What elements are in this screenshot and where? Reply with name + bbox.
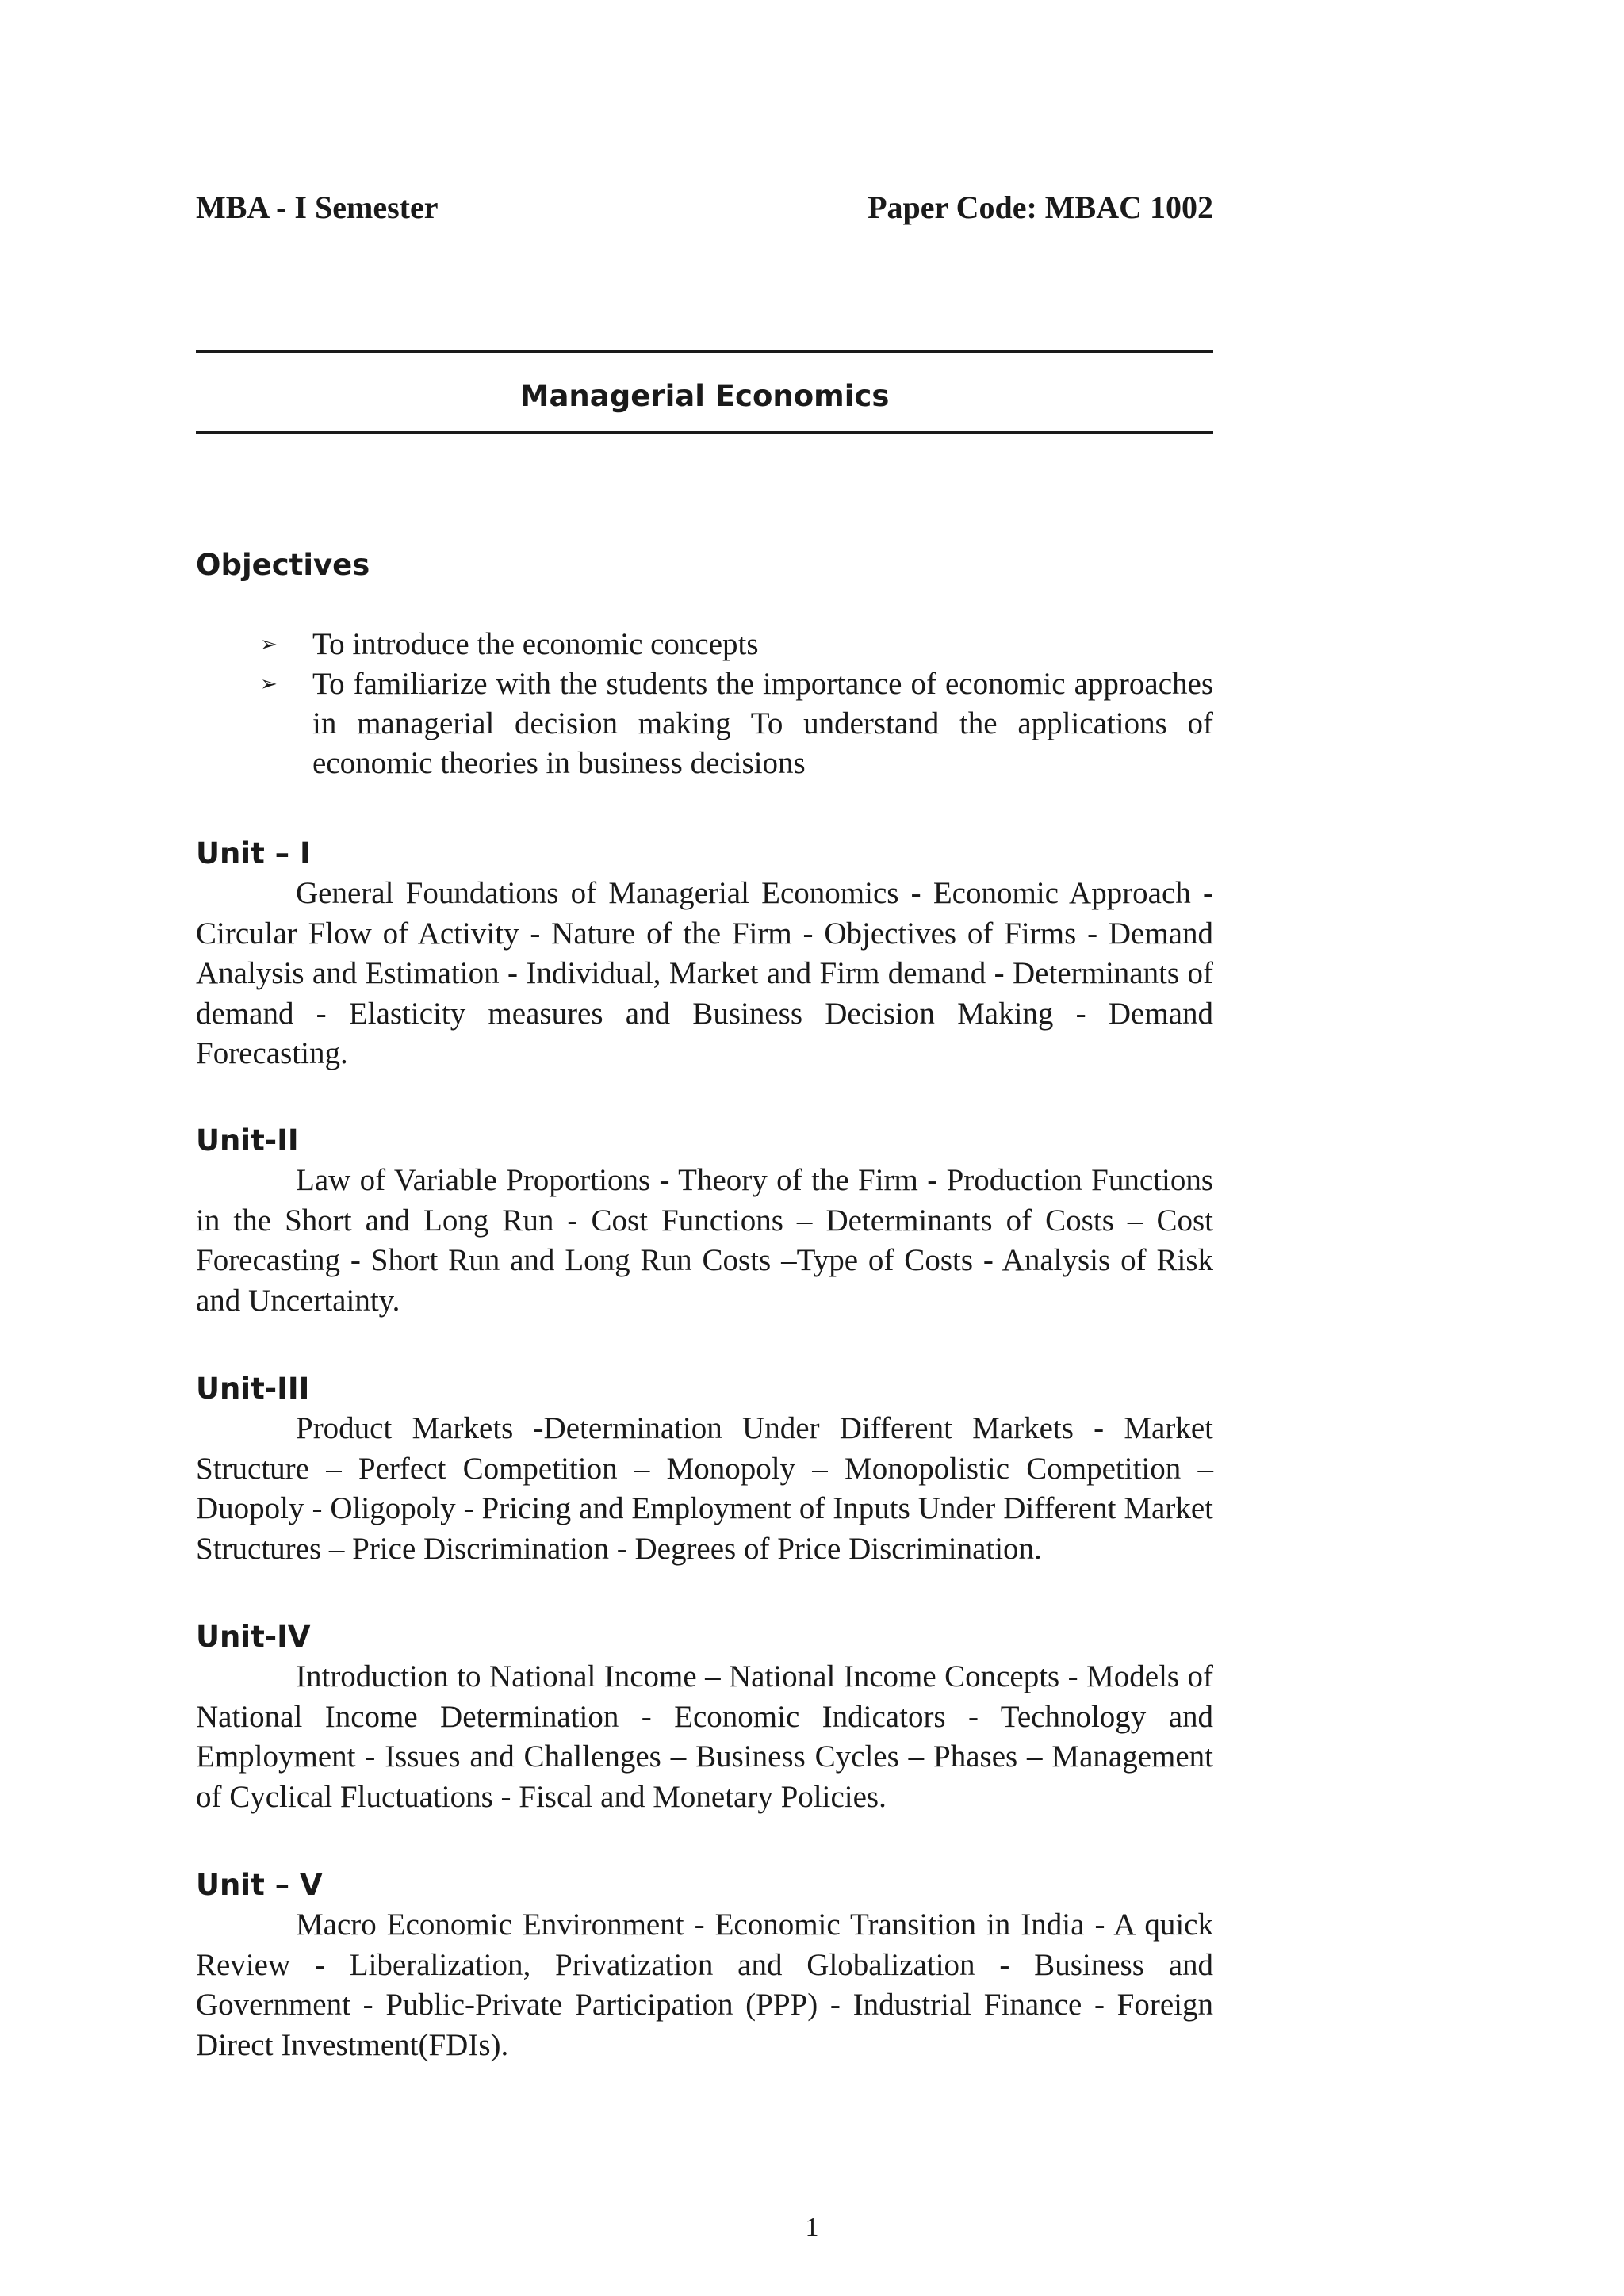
arrowhead-bullet-icon: ➢	[260, 633, 278, 656]
course-title: Managerial Economics	[519, 379, 890, 413]
unit-2-body: Law of Variable Proportions - Theory of the Firm - Production Functions in the Short and Long Run - Cost Functions – Determinants of Costs – Cost Forecasting - Short Run and Long Run Costs –Type of Costs - Analysis of Risk and Uncertainty.	[196, 1163, 1213, 1318]
paper-code-label: Paper Code: MBAC 1002	[868, 189, 1213, 225]
unit-2-heading: Unit-II	[196, 1123, 299, 1158]
unit-3-heading: Unit-III	[196, 1372, 310, 1406]
unit-1-heading: Unit – I	[196, 836, 311, 871]
unit-4-body: Introduction to National Income – National Income Concepts - Models of National Income Determination - Economic Indicators - Technology and Employment - Issues and Challenges – Business Cycles – Phases – Management of Cyclical Fluctuations - Fiscal and Monetary Policies.	[196, 1659, 1213, 1814]
unit-5-body: Macro Economic Environment - Economic Transition in India - A quick Review - Liberalization, Privatization and Globalization - Business and Government - Public-Private Participation (PPP) - Industrial Finance - Foreign Direct Investment(FDIs).	[196, 1908, 1213, 2062]
list-item	[260, 625, 1213, 664]
unit-3-body: Product Markets -Determination Under Different Markets - Market Structure – Perfect Competition – Monopoly – Monopolistic Competition – Duopoly - Oligopoly - Pricing and Employment of Inputs Under Different Market Structures – Price Discrimination - Degrees of Price Discrimination.	[196, 1411, 1213, 1566]
semester-label: MBA - I Semester	[196, 189, 439, 225]
objective-text: To introduce the economic concepts	[312, 627, 759, 661]
objective-text: To familiarize with the students the importance of economic approaches in managerial decision making To understand the applications of economic theories in business decisions	[312, 667, 1213, 780]
unit-1-body: General Foundations of Managerial Economics - Economic Approach - Circular Flow of Activity - Nature of the Firm - Objectives of Firms - Demand Analysis and Estimation - Individual, Market and Firm demand - Determinants of demand - Elasticity measures and Business Decision Making - Demand Forecasting.	[196, 876, 1213, 1070]
title-top-rule	[196, 350, 1213, 353]
list-item	[260, 664, 1213, 783]
objectives-list	[260, 625, 1213, 783]
page-number: 1	[805, 2213, 819, 2242]
title-bottom-rule	[196, 431, 1213, 434]
unit-4-heading: Unit-IV	[196, 1620, 311, 1654]
page-header	[196, 184, 1213, 232]
arrowhead-bullet-icon: ➢	[260, 672, 278, 696]
objectives-heading: Objectives	[196, 548, 370, 582]
unit-5-heading: Unit – V	[196, 1868, 323, 1902]
